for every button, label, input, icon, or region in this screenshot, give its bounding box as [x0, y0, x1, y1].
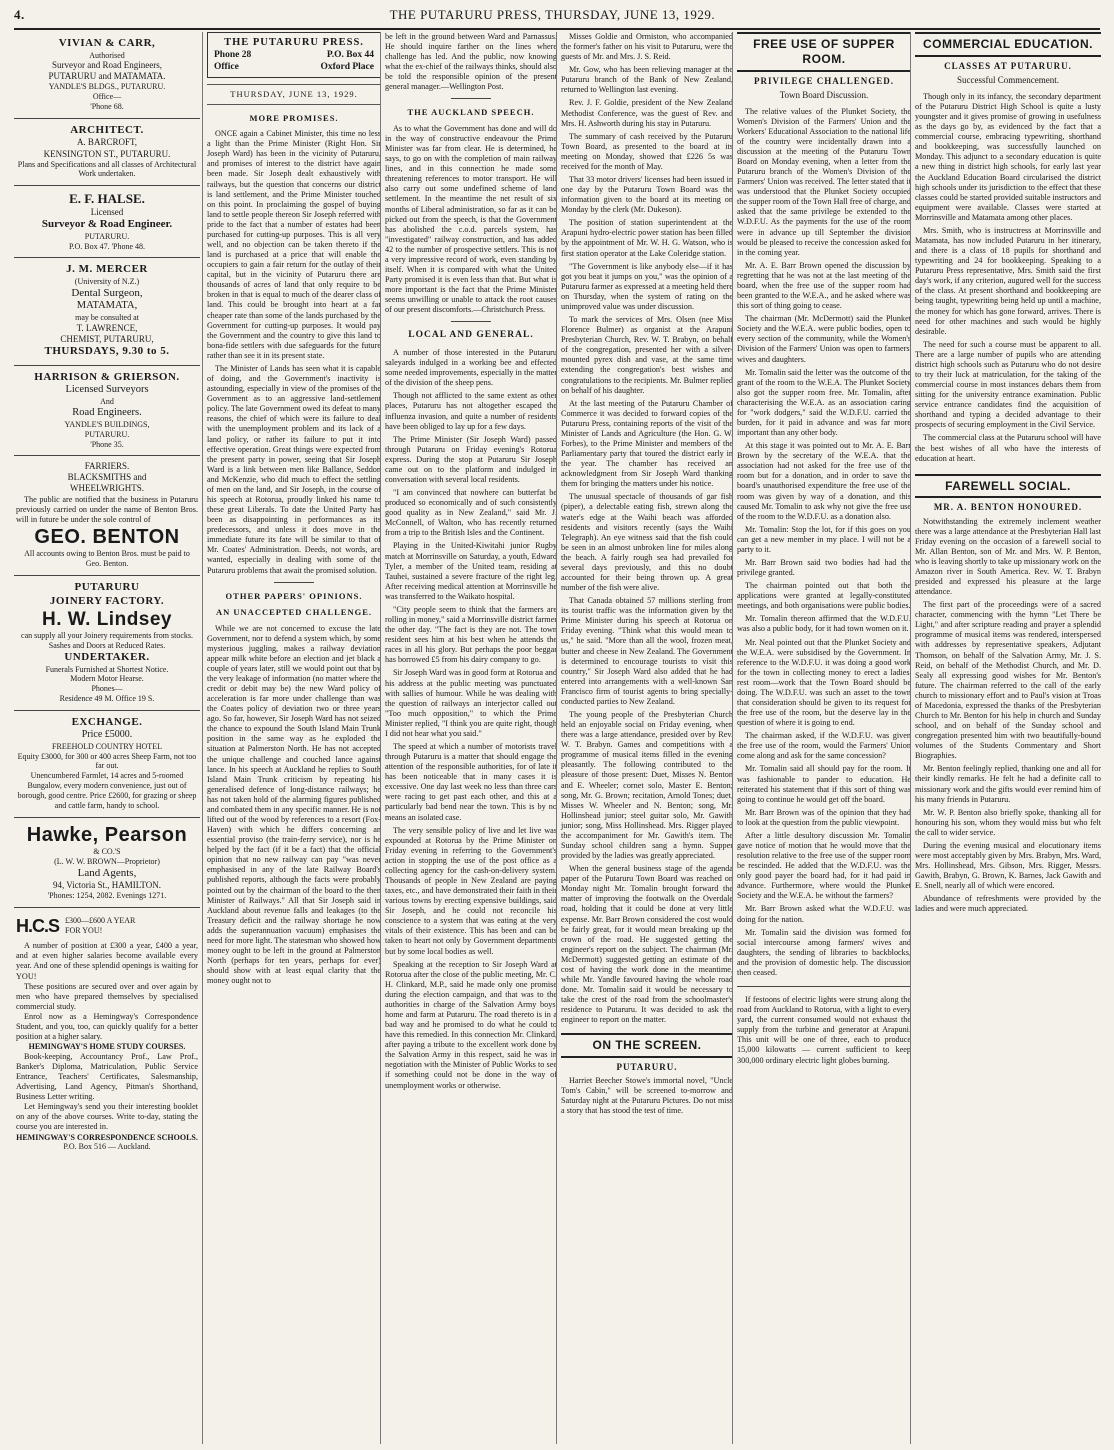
heading-other-papers: OTHER PAPERS' OPINIONS. — [225, 590, 363, 601]
ad-farriers: FARRIERS. BLACKSMITHS and WHEELWRIGHTS. The public are notified that the business in Putaruru previously carried on under the name of Benton Bros. will in future be under the sole control of GEO. BENTON All accounts owing to Benton Bros. must be paid to Geo. Benton. — [14, 456, 200, 576]
heading-free-use-supper-room: FREE USE OF SUPPER ROOM. — [737, 32, 911, 72]
press-info-box: THE PUTARURU PRESS. Phone 28 P.O. Box 44 Office Oxford Place — [207, 32, 381, 78]
ad-halse: E. F. HALSE. Licensed Surveyor & Road Engineer. PUTARURU. P.O. Box 47. 'Phone 48. — [14, 186, 200, 258]
column-news-2: Misses Goldie and Ormiston, who accompanied the former's father on his visit to Putaruru, were the guests of Mr. and Mrs. J. S. Reid. Mr. Gow, who has been relieving manager at the Putaruru branch of the Bank of New Zealand, returned to Wellington last evening. Rev. J. F. Goldie, president of the New Zealand Methodist Conference, was the guest of Rev. and Mrs. H. Ashworth during his stay in Putaruru. The summary of cash received by the Putaruru Town Board, as presented to the board at its meeting on Monday, showed that £226 5s was received for the month of May. That 33 motor drivers' licenses had been issued in one day by the Putaruru Town Board was the information given to the board at its meeting on Monday by the clerk (Mr. Dukeson). The position of station superintendent at the Arapuni hydro-electric power station has been filled by the appointment of Mr. W. H. G. Watson, who is first station operator at the Lake Coleridge station. "The Government is like anybody else—if it has got you beat it jumps on you," was the opinion of a Putaruru farmer as expressed at a meeting held there on Thursday, when the system of rating on the unimproved value was under discussion. To mark the services of Mrs. Olsen (nee Miss Florence Bulmer) as organist at the Arapuni Presbyterian Church, Rev. W. T. Brabyn, on behalf of the congregation, presented her with a silver-mounted pyrex dish and vase, at the same time extending the congregation's best wishes and congratulations to the recipients. Mr. Bulmer replied on behalf of his daughter. At the last meeting of the Putaruru Chamber of Commerce it was decided to forward copies of the Putaruru Press, containing reports of the visit of the Minister of Lands and Agriculture (the Hon. G. W. Forbes), to the Prime Minister and members of the Parliamentary party that toured the district early in the year. The chamber has received an acknowledgment from Sir Joseph Ward thanking them for bringing the matters under his notice. The unusual spectacle of thousands of gar fish (piper), a delectable eating fish, strewn along the water's edge at the Waihi beach was afforded residents and visitors recently (says the Waihi Telegraph). An eye witness said that the fish could be seen in an almost unbroken line for miles along the beach. A fairly rough sea had prevailed for several days previously, and this no doubt accounted for their being thrown up. A great number of the fish were alive. That Canada obtained 57 millions sterling from its tourist traffic was the information given by the Prime Minister during his speech at Rotorua on Friday evening. "Think what this would mean to us," he said. "More than all the wool, frozen meat, butter and cheese in New Zealand. The Government is determined to encourage tourists to visit this country," Sir Joseph Ward also added that he had entered into arrangements with a well-known San Francisco firm of tourist agents to bring specially-conducted parties to New Zealand. The young people of the Presbyterian Church held an enjoyable social on Friday evening, when there was a large attendance, presided over by Rev. W. T. Brabyn. Games and competitions with a programme of musical items filled in the evening pleasantly. The following contributed to the pleasure of those present: Duet, Misses N. Benton and E. Wheeler; cornet solo, Master E. Benton; song, Mr. G. Brown; recitation, Arnold Tones; duet, Misses W. Wheeler and N. Benton; song, Mr. Hollinshead junior; steel guitar solo, Mr. Gawith junior; song, Miss Hollinshead. Mrs. Rigger played the accompaniment for Mr. Gawith's item. The Sunday school children sang a hymn. Supper provided by the ladies was greatly appreciated. When the general business stage of the agenda paper of the Putaruru Town Board was reached on Monday night Mr. Tomalin brought forward the matter of improving the footwalk on the Overdale road, holding that it could be done at very little expense. Mr. Barr Brown considered the cost would be fairly great, for it would mean breaking up the crown of the road. He suggested getting the engineer's report on the subject. The chairman (Mr. McDermott) suggested getting an estimate of the cost of having the work done in the meantime, while Mr. Yandle favoured having the whole road done. Mr. Tomalin said it would be necessary to take the crest of the road from the schoolmaster's residence to Putaruru. It was decided to ask the engineer to report on the matter. ON THE SCREEN. PUTARURU. Harriet Beecher Stowe's immortal novel, "Uncle Tom's Cabin," will be screened to-morrow and Saturday night at the Putaruru Pictures. Do not miss a story that has stood the test of time. — [556, 32, 733, 1444]
column-town-board: FREE USE OF SUPPER ROOM. PRIVILEGE CHALLENGED. Town Board Discussion. The relative values of the Plunket Society, the Women's Division of the Farmers' Union and the Workers' Educational Association to the national life of the country were incidentally drawn into a discussion at the meeting of the Putaruru Town Board on Monday evening, when a letter from the Putaruru branch of the Women's Division of the Farmers' Union was received. The letter stated that it was understood that the Plunket Society occupied the supper room of the Town Hall free of charge, and asked that the same privilege be extended to the W.D.F.U. As the payments for the use of the room were in advance up till September the division would be pleased to receive the concession asked for in the coming year. Mr. A. E. Barr Brown opened the discussion by regretting that he was not at the last meeting of the board, when the free use of the supper room had been granted to the W.E.A., and he asked where was this sort of thing going to cease. The chairman (Mr. McDermott) said the Plunket Society and the W.E.A. were public bodies, open to every section of the community, while the Women's Division of the Farmers' Union was open to farmers' wives and daughters. Mr. Tomalin said the letter was the outcome of the grant of the room to the W.E.A. The Plunket Society also got the supper room free. Mr. Tomalin, after characterising the W.E.A. as an association caring for "work dodgers," said the W.D.F.U. carried the burden, for it paid in advance and was far more important than any other body. At this stage it was pointed out to Mr. A. E. Barr Brown by the secretary of the W.E.A. that the association had not asked for the free use of the room but for a donation, and in order to save the board's unauthorised expenditure the free use of the room was given by way of a donation, and this caused Mr. Tomalin to ask why not give the free use of the room to the W.D.F.U. as a donation also. Mr. Tomalin: Stop the lot, for if this goes on you can get a new member in my place. I will not be a party to it. Mr. Barr Brown said two bodies had had the privilege granted. The chairman pointed out that both the applications were granted at legally-constituted meetings, and both organisations were public bodies. Mr. Tomalin thereon affirmed that the W.D.F.U. was also a public body, for it had town women on it. Mr. Neal pointed out that the Plunket Society and the W.E.A. were subsidised by the Government. In reference to the W.D.F.U. it was doing a good work for the town in collecting money to erect a ladies' rest room—work that the Town Board should be doing. The W.D.F.U. was such an asset to the town that consideration should be given to its request for the free use of the room, but the deserve lay in the question of where it is going to end. The chairman asked, if the W.D.F.U. was given the free use of the room, would the Farmers' Union come along and ask for the same concession? Mr. Tomalin said all should pay for the room. It was fashionable to pander to education. He reiterated his statement that if this sort of thing was going to continue he would get off the board. Mr. Barr Brown was of the opinion that they had to look at the question from the public viewpoint. After a little desultory discussion Mr. Tomalin gave notice of motion that he would move that the resolution relative to the free use of the supper room be rescinded. He added that the W.D.F.U. was the only good payer the board had, for it had paid in advance. Furthermore, where would the Plunket Society and the W.E.A. be without the farmers? Mr. Barr Brown asked what the W.D.F.U. was doing for the nation. Mr. Tomalin said the division was formed for social intercourse among farmers' wives and daughters, the sending of libraries to backblocks, and the provision of domestic help. The discussion then ceased. If festoons of electric lights were strung along the road from Auckland to Rotorua, with a light to every yard, the current consumed would not exhaust the supply from the turbine and generator at Arapuni. This unit will be one of three, each to produce 15,000 kilowatts — current sufficient to keep 300,000 ordinary electric light globes burning. — [732, 32, 911, 1444]
newspaper-title: THE PUTARURU PRESS, THURSDAY, JUNE 13, 1929. — [389, 7, 716, 22]
ad-harrison-grierson: HARRISON & GRIERSON. Licensed Surveyors And Road Engineers. YANDLE'S BUILDINGS, PUTARURU. 'Phone 35. — [14, 366, 200, 457]
heading-local-general: LOCAL AND GENERAL. — [408, 330, 534, 341]
ad-hemingways: H.C.S £300—£600 A YEAR FOR YOU! A number of position at £300 a year, £400 a year, and at even higher salaries become available every year. And one of these splendid openings is waiting for YOU! These positions are secured over and over again by men who have prepared themselves by specialised commercial study. Enrol now as a Hemingway's Correspondence Student, and you, too, can quickly qualify for a better position at a higher salary. HEMINGWAY'S HOME STUDY COURSES. Book-keeping, Accountancy Prof., Law Prof., Banker's Diploma, Matriculation, Public Service Entrance, Teachers' Certificates, Salesmanship, Advertising, Land Agency, Pitman's Shorthand, Business Letter writing. Let Hemingway's send you their interesting booklet on any of the above courses. Write to-day, stating the course you are interested in. HEMINGWAY'S CORRESPONDENCE SCHOOLS. P.O. Box 516 — Auckland. — [16, 916, 198, 1152]
ad-mercer: J. M. MERCER (University of N.Z.) Dental Surgeon, MATAMATA, may be consulted at T. LAWRENCE, CHEMIST, PUTARURU, THURSDAYS, 9.30 to 5. — [14, 258, 200, 365]
masthead — [14, 2, 1100, 30]
heading-auckland-speech: THE AUCKLAND SPEECH. — [407, 107, 535, 118]
issue-date: THURSDAY, JUNE 13, 1929. — [207, 84, 381, 104]
page-number: 4. — [14, 7, 25, 22]
ad-vivian-carr: VIVIAN & CARR, Authorised Surveyor and Road Engineers, PUTARURU and MATAMATA. YANDLE'S BLDGS., PUTARURU. Office— 'Phone 68. — [14, 32, 200, 119]
heading-farewell-social: FAREWELL SOCIAL. — [915, 474, 1101, 499]
ad-exchange: EXCHANGE. Price £5000. FREEHOLD COUNTRY HOTEL Equity £3000, for 300 or 400 acres Sheep Farm, not too far out. Unencumbered Farmlet, 14 acres and 5-roomed Bungalow, every modern convenience, just out of borough, good centre. Price £2600, for grazing or sheep and cattle farm, handy to school. — [14, 711, 200, 818]
heading-unaccepted-challenge: AN UNACCEPTED CHALLENGE. — [216, 607, 372, 618]
ad-hawke-pearson: Hawke, Pearson & CO.'S (L. W. W. BROWN—Proprietor) Land Agents, 94, Victoria St., HAMILTON. 'Phones: 1254, 2082. Evenings 1271. — [14, 818, 200, 909]
heading-more-promises: MORE PROMISES. — [249, 112, 339, 123]
column-news-1: be left in the ground between Ward and Parnassus. He should inquire farther on the lines where challenge has led. And the public, now knowing what the ex-chief of the railways thinks, should also be told the responsible opinion of the present general manager.—Wellington Post. THE AUCKLAND SPEECH. As to what the Government has done and will do in the way of constructive endeavour the Prime Minister was far from clear. He is determined, he says, to go on with the completion of main railway lines, and in this connection he made some threatening references to motor transport. He will also carry out some undefined scheme of land settlement. In the meantime the net result of six months of Liberal administration, so far as it can be picked out from the speech, is that the Government has abolished the c.o.d. parcels system, has "investigated" railway construction, and has added 42 to the number of prospective settlers. This is not a very impressive record of work, even standing by itself. When it is compared with what the United Party promised it is even less than that. But what is more important is the fact that the Prime Minister seems unwilling or unable to attack the root causes of our present discomforts.—Christchurch Press. LOCAL AND GENERAL. A number of those interested in the Putaruru saleyards indulged in a working bee and effected some needed improvements, especially in the matter of the division of the sheep pens. Though not afflicted to the same extent as other places, Putaruru has not altogether escaped the influenza invasion, and quite a number of residents have been obliged to lay up for a few days. The Prime Minister (Sir Joseph Ward) passed through Putaruru on Friday evening's Rotorua express. During the stop at Putaruru Sir Joseph came out on to the platform and indulged in conversation with several local residents. "I am convinced that nowhere can butterfat be produced so economically and of such consistently good quality as in New Zealand," said Mr. J. McConnell, of Walton, who has recently returned from a trip to the British Isles and the Continent. Playing in the United-Kiwitahi junior Rugby match at Morrinsville on Saturday, a youth, Edward Tyler, a member of the United team, residing at Tauhei, sustained a severe fracture of the right leg. After receiving medical attention at Morrinsville he was transferred to the Waikato hospital. "City people seem to think that the farmers are rolling in money," said a Morrinsville district farmer the other day. "The fact is they are not. The town resident sees him at his best when he attends the races in all his glory. But perhaps the poor beggar has borrowed £5 from his dairy company to go. Sir Joseph Ward was in good form at Rotorua and his address at the public meeting was punctuated with sallies of humour. While he was dealing with the question of railways an interjector called out "Too much opposition," to which the Prime Minister replied, "I think you are quite right, though I did not hear what you said." The speed at which a number of motorists travel through Putaruru is a matter that should engage the attention of the responsible authorities, for of late it has been noticeable that in many cases it is excessive. One day last week no less than three cars were racing to get past each other, and this at a particularly bad bend near the town. This is by no means an isolated case. The very sensible policy of live and let live was expounded at Rotorua by the Prime Minister on Friday evening in referring to the Government's action in stopping the use of the post office as a collecting agency for the cash-on-delivery system. Thousands of people in New Zealand are paying taxes, etc., and have demonstrated their faith in their various towns by erecting expensive buildings, said Sir Joseph, and he could not reconcile his conscience to a system that was eating at the very vitals of their existence. This has been and can be taken to heart not only by Government departments but by some local bodies as well. Speaking at the reception to Sir Joseph Ward at Rotorua after the close of the public meeting, Mr. C. H. Clinkard, M.P., said he made only one promise during the election campaign, and that was to the authorities in charge of the Salvation Army boys' home and farm at Putaruru. The road thereto is in a bad way and he promised to do what he could to have this remedied. In this connection Mr. Clinkard, after paying a tribute to the excellent work done by the Salvation Army in this respect, said he was in negotiation with the Minister of Public Works to see if something could not be done in the way of unemployment works or otherwise. — [380, 32, 557, 1444]
ad-lindsey: PUTARURU JOINERY FACTORY. H. W. Lindsey can supply all your Joinery requirements from stocks. Sashes and Doors at Reduced Rates. UNDERTAKER. Funerals Furnished at Shortest Notice. Modern Motor Hearse. Phones— Residence 49 M. Office 19 S. — [14, 576, 200, 711]
column-advertisements — [14, 32, 200, 1444]
heading-on-the-screen: ON THE SCREEN. — [561, 1033, 733, 1058]
heading-commercial-education: COMMERCIAL EDUCATION. — [915, 32, 1101, 57]
ad-name: VIVIAN & CARR, — [58, 37, 156, 49]
column-education: COMMERCIAL EDUCATION. CLASSES AT PUTARURU. Successful Commencement. Though only in its infancy, the secondary department of the Putaruru District High School is quite a lusty youngster and it gives promise of growing in usefulness as the days go by, as evidenced by the fact that a commercial course, embracing typewriting, shorthand and bookkeeping, was successfully launched on Monday. This adjunct to a secondary education is quite a new thing in district high schools, for early last year the Auckland Education Board circularised the district high schools under its jurisdiction to the effect that these classes could be started provided suitable instructors and equipment were available. Classes were started at Morrinsville and Matamata among other places. Mrs. Smith, who is instructress at Morrinsville and Matamata, has now included Putaruru in her itinerary, and there is a class of 18 pupils for shorthand and typewriting and 24 for bookkeeping. Speaking to a Putaruru Press representative, Mrs. Smith said the first day's work, if any criterion, augured well for the success of the class. At present shorthand and bookkeeping are being taught, typewriting being held up until a machine, the money for which has gone forward, arrives. There is need for other machines and such would be highly desirable. The need for such a course must be apparent to all. There are a large number of pupils who are attending district high schools such as Putaruru who do not desire to try their luck at matriculation, for the taking of the commercial course in most instances debars them from sitting for the university entrance examination. Public service entrance candidates find the acquisition of shorthand and typing a decided advantage to their prospects of securing employment in the Civil Service. The commercial class at the Putaruru school will have the best wishes of all who have the interests of education at heart. FAREWELL SOCIAL. MR. A. BENTON HONOURED. Notwithstanding the extremely inclement weather there was a large attendance at the Presbyterian Hall last Friday evening on the occasion of a farewell social to Mr. Allan Benton, son of Mr. and Mrs. W. P. Benton, who is leaving shortly to take up missionary work on the Amazon river in South America. Rev. W. T. Brabyn presided and expressed his pleasure at the large attendance. The first part of the proceedings were of a sacred character, commencing with the hymn "Let There be Light," and after scripture reading and prayer a splendid programme of musical items was rendered, interspersed with addresses by representative speakers, Adjutant Thomson, on behalf of the Salvation Army, Mr. J. S. Reid, on behalf of the Methodist Church, and Mr. D. Sealy all expressing good wishes for Mr. Benton's future. The chairman referred to the call of the early church to missionary effort and to Paul's vision at Troas of Macedonia, expressed the thanks of the Presbyterian Church to Mr. Benton for his help in church and Sunday school, and on behalf of the Sunday school and congregation presented him with two beautifully-bound volumes of the Students Commentary and Short Biographies. Mr. Benton feelingly replied, thanking one and all for their kindly remarks. He felt he had a definite call to missionary work and the gifts would ever remind him of his many friends in Putaruru. Mr. W. P. Benton also briefly spoke, thanking all for honouring his son, whom they would miss but who felt the call to wider service. During the evening musical and elocutionary items were most acceptably given by Mrs. Brabyn, Mrs. Ward, Mrs. Hollinshead, Mrs. Gibson, Mrs. Rigger, Messrs. Gawith, Brabyn, G. Brown, K. Barnes, Jack Gawith and E. Snell, nearly all of which were encored. Abundance of refreshments were provided by the ladies and were much appreciated. — [910, 32, 1101, 1444]
hcs-logo: H.C.S — [16, 916, 60, 937]
column-editorial: THE PUTARURU PRESS. Phone 28 P.O. Box 44 Office Oxford Place THURSDAY, JUNE 13, 1929. MORE PROMISES. ONCE again a Cabinet Minister, this time no less a light than the Prime Minister (Right Hon. Sir Joseph Ward) has been in the vicinity of Putaruru, and promises of interest to the district have again been made. Sir Joseph dealt exhaustively with railways, but the question that concerns our district is land settlement, and the Prime Minister touched on this point. In proclaiming the gospel of buying land to settle people thereon Sir Joseph referred with pride to the fact that a number of estates had been purchased for cutting-up purposes. This is all very well, and no objection can be taken thereto if the land is purchased at a price that will enable the occupiers to gain a fair return for the outlay of their capital, but in the vicinity of Putaruru there are thousands of acres of land that only require to be broken in that is equal to much of the dearer class of land. This could be brought into heart at a far cheaper rate than some of the lands purchased by the Government for cutting-up purposes. It would pay the Government and the country to give this land to bona-fide settlers with due safeguards for the future rather than see it in its present state. The Minister of Lands has seen what it is capable of doing, and the Government's inactivity is astounding, especially in view of the promises of the Government as to an aggressive land-settlement policy. The late Government owed its defeat to many reasons, the chief of which were its failure to deal with the unemployment problem and its lack of a land policy, or rather its failure to put it into effective operation. Great things were expected from the present party in power, seeing that Sir Joseph Ward is a link between men like Ballance, Seddon and McKenzie, who did much to effect the settling of men on the land, and Sir Joseph, in the course of his speech at Rotorua, proudly linked his name to these great Liberals. To date the United Party has been as disappointing in performances as its predecessors, and unless it does move in the immediate future its fate will be similar to that of Mr. Coates' Administration. Deeds, not words, are wanted, especially in dealing with some of the Putaruru problems that await the promised solution. OTHER PAPERS' OPINIONS. AN UNACCEPTED CHALLENGE. While we are not concerned to excuse the late Government, nor to defend a system which, by some mysterious juggling, makes a railway deviation appear milk white before an election and jet black a couple of years later, still we would point out that by the very leakage of information (no matter where the credit or debit may be) the new Ward policy of acceleration is far more under challenge than was the Coates policy of deviation two or three years ago. So far, however, Sir Joseph Ward has not seized the chance to expound the South Island Main Trunk position in the same way as he exploded the situation at Palmerston North. He has not accepted the unique challenge and couched lance against lance. In his speech at Auckland he replies to South Island Main Trunk criticism by repeating his generalised defence of long-distance railways; he has not taken hold of the alarming figures published and combated them in any specific manner. He is not lifted out of the wood by references to a resort (Fox-Haven) with which he differs concerning an essential proviso (the train-ferry service), nor is he helped by the fact (if it be a fact) that the official opinion that no new railway can pay "was never emphasised in any of the late Railway Board's published reports, although the facts were probably pointed out by the chairman of the board to the then Minister of Railways." All that Sir Joseph said in Auckland about revenue falls and leakages (to the Treasury deficit and the railway shortage he now adds the superannuation vacuum) emphasises the need for more light. The statesman who showed how money ought to be left in the ground at Palmerston North (perhaps for ten years, perhaps for ever) should show with at least equal clarity that the money ought not to — [202, 32, 381, 1444]
ad-architect: ARCHITECT. A. BARCROFT, KENSINGTON ST., PUTARURU. Plans and Specifications and all classes of Architectural Work undertaken. — [14, 119, 200, 186]
